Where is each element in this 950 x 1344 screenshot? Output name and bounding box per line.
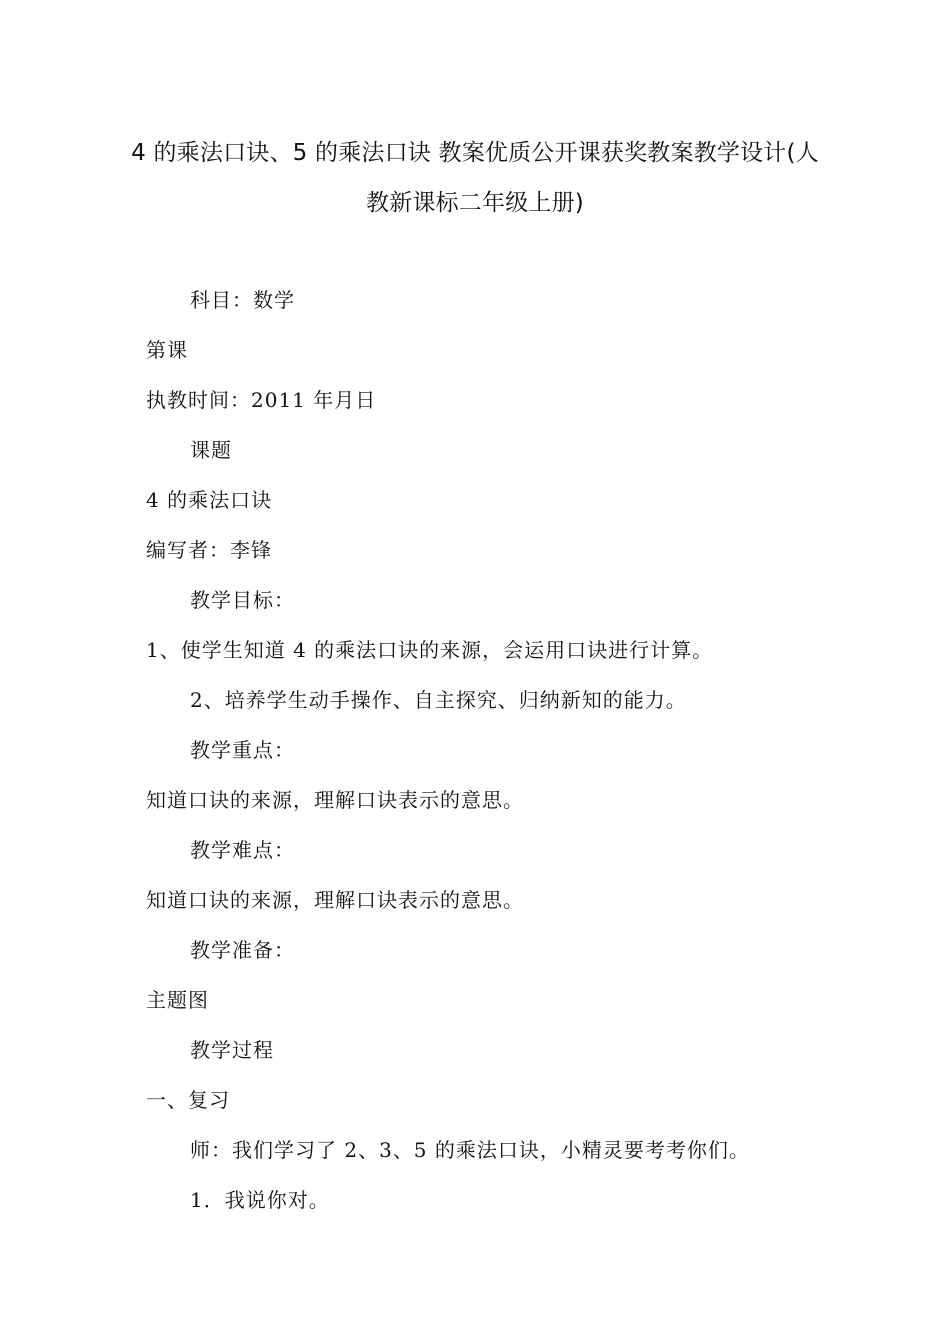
paragraph-topic: 4 的乘法口诀 xyxy=(146,488,273,512)
paragraph-objective-2: 2、培养学生动手操作、自主探究、归纳新知的能力。 xyxy=(190,688,687,712)
paragraph-topic-heading: 课题 xyxy=(190,438,232,462)
paragraph-author: 编写者：李锋 xyxy=(146,538,272,562)
title-line-2: 教新课标二年级上册) xyxy=(366,190,584,216)
paragraph-difficulties: 知道口诀的来源，理解口诀表示的意思。 xyxy=(146,888,524,912)
paragraph-review-heading: 一、复习 xyxy=(146,1088,230,1112)
document-body xyxy=(146,277,846,1227)
paragraph-subject: 科目：数学 xyxy=(190,288,295,312)
paragraph-key-points: 知道口诀的来源，理解口诀表示的意思。 xyxy=(146,788,524,812)
paragraph-preparation: 主题图 xyxy=(146,988,209,1012)
paragraph-preparation-heading: 教学准备： xyxy=(190,938,295,962)
title-line-1: 4 的乘法口诀、5 的乘法口诀 教案优质公开课获奖教案教学设计(人 xyxy=(131,140,819,166)
paragraph-teacher-intro: 师：我们学习了 2、3、5 的乘法口诀，小精灵要考考你们。 xyxy=(190,1138,750,1162)
paragraph-key-points-heading: 教学重点： xyxy=(190,738,295,762)
paragraph-objective-1: 1、使学生知道 4 的乘法口诀的来源，会运用口诀进行计算。 xyxy=(146,638,714,662)
document-title xyxy=(120,128,830,228)
paragraph-process-heading: 教学过程 xyxy=(190,1038,274,1062)
paragraph-teaching-time: 执教时间：2011 年月日 xyxy=(146,388,377,412)
paragraph-objectives-heading: 教学目标： xyxy=(190,588,295,612)
paragraph-difficulties-heading: 教学难点： xyxy=(190,838,295,862)
paragraph-activity-1: 1．我说你对。 xyxy=(190,1188,330,1212)
paragraph-lesson-number: 第课 xyxy=(146,338,188,362)
